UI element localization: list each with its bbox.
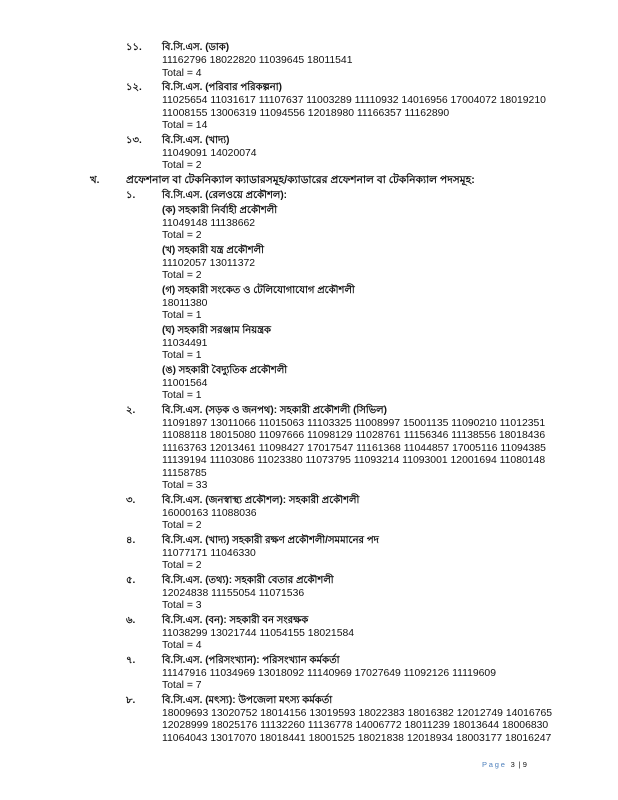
- page-count: 9: [522, 760, 529, 769]
- roll-numbers-line: [0, 55, 618, 68]
- item-title-line: [0, 188, 618, 203]
- page-number: 3: [510, 760, 517, 769]
- item-number: ৬.: [126, 614, 136, 626]
- total-count: Total = 1: [162, 350, 202, 361]
- item-title-line: [0, 613, 618, 628]
- total-line: [0, 270, 618, 283]
- roll-numbers: 11147916 11034969 13018092 11140969 17027649 11092126 11119609: [162, 667, 496, 679]
- roll-numbers: 11049091 14020074: [162, 147, 257, 159]
- roll-numbers-line: [0, 298, 618, 311]
- item-number: ১২.: [126, 82, 142, 93]
- roll-numbers-line: [0, 378, 618, 391]
- subpost-title: (খ) সহকারী যন্ত্র প্রকৌশলী: [162, 244, 264, 256]
- item-title: বি.সি.এস. (তথ্য): সহকারী বেতার প্রকৌশলী: [162, 574, 334, 586]
- item-title-line: [0, 80, 618, 95]
- subpost-line: [0, 323, 618, 338]
- total-count: Total = 7: [162, 680, 202, 691]
- roll-numbers: 18009693 13020752 18014156 13019593 18022383 18016382 12012749 14016765: [162, 707, 553, 719]
- roll-numbers-line: [0, 720, 618, 733]
- subpost-title: (ঙ) সহকারী বৈদ্যুতিক প্রকৌশলী: [162, 364, 288, 376]
- roll-numbers: 11034491: [162, 337, 208, 349]
- roll-numbers: 18011380: [162, 297, 208, 309]
- total-line: [0, 600, 618, 613]
- roll-numbers: 11163763 12013461 11098427 17017547 11161368 11044857 17005116 11094385: [162, 442, 546, 454]
- item-number: ৩.: [126, 494, 136, 506]
- total-line: [0, 520, 618, 533]
- subpost-line: [0, 283, 618, 298]
- page-label: Page: [482, 760, 507, 769]
- item-number: ৪.: [126, 534, 136, 546]
- roll-numbers: 11158785: [162, 467, 207, 479]
- item-title: বি.সি.এস. (ডাক): [162, 42, 230, 53]
- item-title-line: [0, 693, 618, 708]
- roll-numbers: 11088118 18015080 11097666 11098129 11028761 11156346 11138556 18018436: [162, 430, 546, 441]
- roll-numbers-line: [0, 548, 618, 561]
- roll-numbers-line: [0, 95, 618, 108]
- total-line: [0, 230, 618, 243]
- total-line: [0, 680, 618, 693]
- section-heading: প্রফেশনাল বা টেকনিক্যাল ক্যাডারসমূহ/ক্যাডারের প্রফেশনাল বা টেকনিক্যাল পদসমূহ:: [126, 173, 475, 186]
- roll-numbers-line: [0, 508, 618, 521]
- item-title: বি.সি.এস. (মৎস্য): উপজেলা মৎস্য কর্মকর্তা: [162, 694, 333, 706]
- total-count: Total = 14: [162, 120, 208, 131]
- roll-numbers-line: [0, 628, 618, 641]
- roll-numbers: 11162796 18022820 11039645 18011541: [162, 55, 353, 66]
- roll-numbers-line: [0, 708, 618, 721]
- roll-numbers: 11102057 13011372: [162, 257, 256, 269]
- subpost-line: [0, 363, 618, 378]
- total-count: Total = 2: [162, 270, 202, 281]
- roll-numbers: 11008155 13006319 11094556 12018980 11166357 11162890: [162, 107, 450, 119]
- total-line: [0, 390, 618, 403]
- page-footer: Page 3 | 9: [482, 760, 529, 769]
- item-title: বি.সি.এস. (সড়ক ও জনপথ): সহকারী প্রকৌশলী (সিভিল): [162, 404, 387, 416]
- item-number: ৫.: [126, 574, 136, 586]
- subpost-title: (ঘ) সহকারী সরঞ্জাম নিয়ন্ত্রক: [162, 324, 272, 336]
- item-number: ৭.: [126, 654, 136, 666]
- roll-numbers: 11001564: [162, 377, 208, 389]
- item-title: বি.সি.এস. (বন): সহকারী বন সংরক্ষক: [162, 614, 309, 626]
- item-title-line: [0, 533, 618, 548]
- item-title-line: [0, 653, 618, 668]
- total-count: Total = 1: [162, 310, 202, 321]
- roll-numbers-line: [0, 733, 618, 746]
- total-line: [0, 68, 618, 81]
- roll-numbers-line: [0, 588, 618, 601]
- total-count: Total = 4: [162, 67, 202, 79]
- total-count: Total = 4: [162, 640, 202, 651]
- roll-numbers-line: [0, 443, 618, 456]
- item-number: ২.: [126, 404, 136, 416]
- roll-numbers-line: [0, 455, 618, 468]
- total-count: Total = 33: [162, 480, 208, 491]
- roll-numbers-line: [0, 668, 618, 681]
- item-title: বি.সি.এস. (পরিসংখ্যান): পরিসংখ্যান কর্মকর্তা: [162, 654, 340, 666]
- total-line: [0, 350, 618, 363]
- roll-numbers: 11038299 13021744 11054155 18021584: [162, 627, 355, 639]
- roll-numbers: 11091897 13011066 11015063 11103325 11008997 15001135 11090210 11012351: [162, 417, 546, 429]
- document-body: [0, 40, 618, 745]
- roll-numbers: 11139194 11103086 11023380 11073795 11093214 11093001 12001694 11080148: [162, 455, 546, 466]
- roll-numbers: 11049148 11138662: [162, 217, 256, 229]
- roll-numbers-line: [0, 468, 618, 481]
- total-line: [0, 310, 618, 323]
- item-title: বি.সি.এস. (খাদ্য): [162, 134, 230, 146]
- roll-numbers-line: [0, 108, 618, 121]
- total-count: Total = 3: [162, 600, 202, 611]
- subpost-line: [0, 203, 618, 218]
- item-title-line: [0, 40, 618, 55]
- item-title-line: [0, 133, 618, 148]
- roll-numbers: 11064043 13017070 18018441 18001525 18021838 12018934 18003177 18016247: [162, 732, 552, 744]
- item-number: ১১.: [126, 42, 142, 53]
- item-number: ১৩.: [126, 134, 142, 146]
- subpost-title: (ক) সহকারী নির্বাহী প্রকৌশলী: [162, 204, 278, 216]
- total-line: [0, 640, 618, 653]
- roll-numbers: 12028999 18025176 11132260 11136778 14006772 18011239 18013644 18006830: [162, 720, 549, 731]
- roll-numbers: 11077171 11046330: [162, 547, 256, 559]
- total-line: [0, 120, 618, 133]
- roll-numbers-line: [0, 218, 618, 231]
- total-count: Total = 1: [162, 390, 202, 401]
- item-number: ১.: [126, 189, 136, 201]
- total-count: Total = 2: [162, 560, 202, 571]
- item-title-line: [0, 573, 618, 588]
- total-line: [0, 160, 618, 173]
- total-line: [0, 480, 618, 493]
- roll-numbers: 16000163 11088036: [162, 507, 257, 519]
- item-title: বি.সি.এস. (পরিবার পরিকল্পনা): [162, 82, 282, 93]
- roll-numbers-line: [0, 338, 618, 351]
- roll-numbers-line: [0, 148, 618, 161]
- roll-numbers-line: [0, 418, 618, 431]
- item-title-line: [0, 403, 618, 418]
- item-title-line: [0, 493, 618, 508]
- roll-numbers-line: [0, 430, 618, 443]
- item-title: বি.সি.এস. (খাদ্য) সহকারী রক্ষণ প্রকৌশলী/সমমানের পদ: [162, 534, 379, 546]
- roll-numbers-line: [0, 258, 618, 271]
- item-title: বি.সি.এস. (জনস্বাস্থ্য প্রকৌশল): সহকারী প্রকৌশলী: [162, 494, 360, 506]
- total-count: Total = 2: [162, 230, 202, 241]
- section-heading-line: [0, 173, 618, 188]
- item-number: ৮.: [126, 694, 136, 706]
- total-line: [0, 560, 618, 573]
- subpost-title: (গ) সহকারী সংকেত ও টেলিযোগাযোগ প্রকৌশলী: [162, 284, 355, 296]
- section-number: খ.: [90, 174, 100, 186]
- item-title: বি.সি.এস. (রেলওয়ে প্রকৌশল):: [162, 189, 287, 201]
- roll-numbers: 11025654 11031617 11107637 11003289 11110932 14016956 17004072 18019210: [162, 95, 546, 106]
- total-count: Total = 2: [162, 520, 202, 531]
- subpost-line: [0, 243, 618, 258]
- total-count: Total = 2: [162, 160, 202, 171]
- roll-numbers: 12024838 11155054 11071536: [162, 587, 305, 599]
